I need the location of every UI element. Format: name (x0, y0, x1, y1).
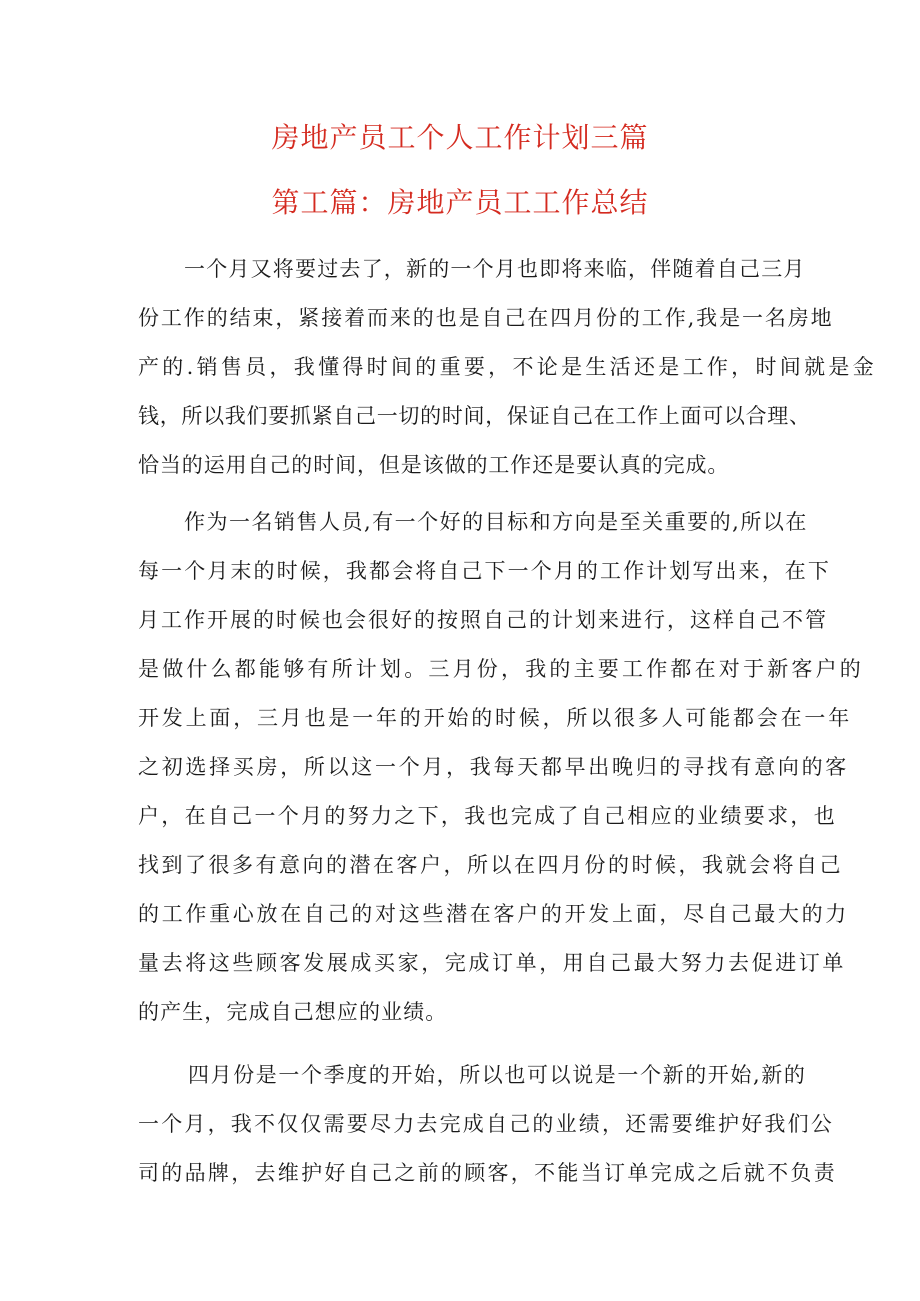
paragraph-line: 四月份是一个季度的开始，所以也可以说是一个新的开始,新的 (188, 1063, 807, 1087)
paragraph-line: 开发上面，三月也是一年的开始的时候，所以很多人可能都会在一年 (138, 706, 852, 730)
paragraph-line: 是做什么都能够有所计划。三月份，我的主要工作都在对于新客户的 (138, 657, 864, 681)
paragraph-line: 恰当的运用自己的时间，但是该做的工作还是要认真的完成。 (138, 453, 730, 477)
paragraph-line: 一个月，我不仅仅需要尽力去完成自己的业绩，还需要维护好我们公 (138, 1112, 834, 1136)
document-title: 房地产员工个人工作计划三篇 (271, 121, 649, 154)
paragraph-line: 份工作的结束，紧接着而来的也是自己在四月份的工作,我是一名房地 (138, 306, 834, 330)
paragraph-line: 量去将这些顾客发展成买家，完成订单，用自己最大努力去促进订单 (138, 951, 846, 975)
paragraph-line: 作为一名销售人员,有一个好的目标和方向是至关重要的,所以在 (184, 510, 808, 534)
paragraph-line: 一个月又将要过去了，新的一个月也即将来临，伴随着自己三月 (184, 257, 806, 281)
paragraph-line: 月工作开展的时候也会很好的按照自己的计划来进行，这样自己不管 (138, 608, 828, 632)
paragraph-line: 找到了很多有意向的潜在客户，所以在四月份的时候，我就会将自己 (138, 853, 843, 877)
paragraph-line: 的工作重心放在自己的对这些潜在客户的开发上面，尽自己最大的力 (138, 902, 849, 926)
paragraph-line: 之初选择买房，所以这一个月，我每天都早出晚归的寻找有意向的客 (138, 755, 849, 779)
paragraph-line: 产的.销售员，我懂得时间的重要，不论是生活还是工作，时间就是金 (138, 355, 877, 379)
paragraph-line: 钱，所以我们要抓紧自己一切的时间，保证自己在工作上面可以合理、 (138, 404, 811, 428)
document-subtitle: 第工篇：房地产员工工作总结 (271, 186, 649, 219)
paragraph-line: 司的品牌，去维护好自己之前的顾客，不能当订单完成之后就不负责 (138, 1161, 837, 1185)
paragraph-line: 每一个月末的时候，我都会将自己下一个月的工作计划写出来，在下 (138, 559, 831, 583)
paragraph-line: 户，在自己一个月的努力之下，我也完成了自己相应的业绩要求，也 (138, 804, 837, 828)
paragraph-line: 的产生，完成自己想应的业绩。 (138, 1000, 448, 1024)
